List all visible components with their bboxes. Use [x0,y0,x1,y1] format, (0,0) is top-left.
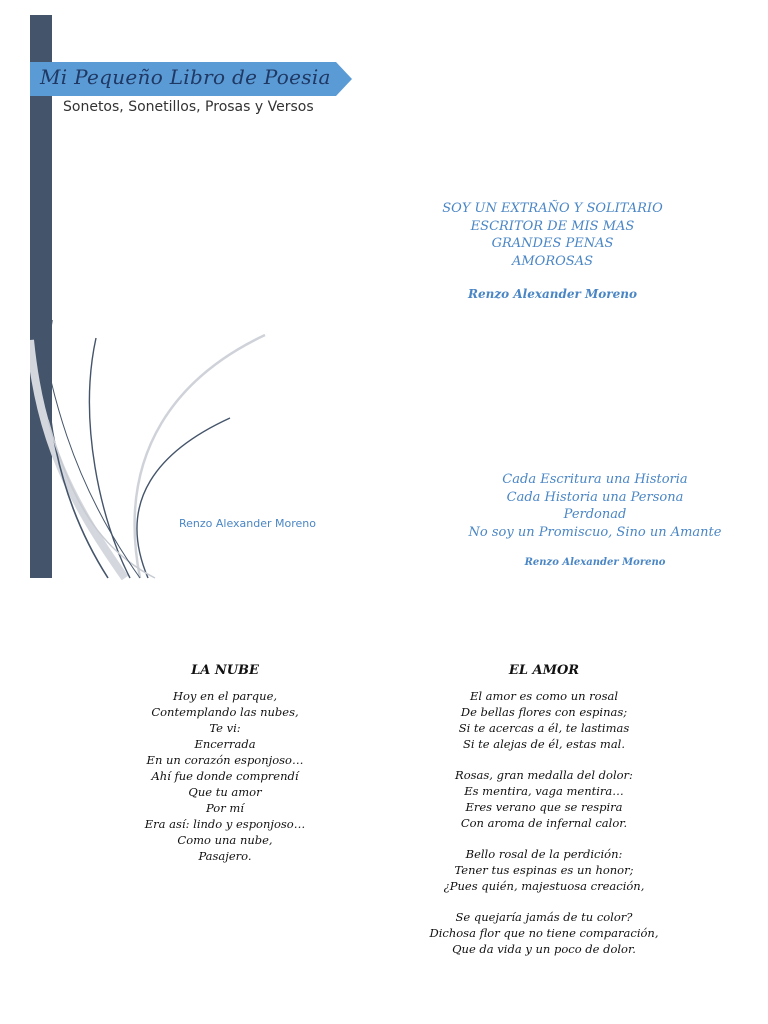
poem-line: Dichosa flor que no tiene comparación, [429,926,659,940]
poem-line: Si te acercas a él, te lastimas [458,721,630,735]
poem-line: Pasajero. [198,849,252,863]
tagline-line: SOY UN EXTRAÑO Y SOLITARIO [442,201,663,216]
poem-line: Se quejaría jamás de tu color? [455,910,633,924]
poem-line: Encerrada [194,737,256,751]
quote-line: Perdonad [563,507,627,522]
decorative-curves [30,300,280,580]
quote-line: No soy un Promiscuo, Sino un Amante [468,524,722,540]
poem-body-el-amor [404,688,684,957]
cover-author: Renzo Alexander Moreno [179,517,317,530]
quote-author: Renzo Alexander Moreno [524,557,666,568]
quote-block [440,471,750,541]
poem-line: Tener tus espinas es un honor; [454,863,634,877]
poem-line: Es mentira, vaga mentira… [464,784,624,798]
quote-line: Cada Historia una Persona [506,489,684,505]
poem-line: Eres verano que se respira [465,800,623,814]
book-subtitle: Sonetos, Sonetillos, Prosas y Versos [63,99,314,115]
poem-line: Rosas, gran medalla del dolor: [455,768,633,782]
poem-line: Como una nube, [177,833,273,847]
poem-line: Con aroma de infernal calor. [460,816,628,830]
book-title: Mi Pequeño Libro de Poesia [40,65,331,89]
poem-line: Contemplando las nubes, [151,705,299,719]
tagline-author: Renzo Alexander Moreno [468,287,637,301]
poem-line: En un corazón esponjoso… [146,753,304,767]
poem-line: Hoy en el parque, [172,689,278,703]
poem-line: Por mí [206,801,244,815]
poem-line: Bello rosal de la perdición: [465,847,623,861]
poem-line: De bellas flores con espinas; [460,705,628,719]
poem-title-la-nube: LA NUBE [191,663,259,678]
tagline-line: ESCRITOR DE MIS MAS [470,218,635,234]
quote-line: Cada Escritura una Historia [502,472,688,487]
poem-line: ¿Pues quién, majestuosa creación, [443,879,645,893]
poem-line: Ahí fue donde comprendí [151,769,299,783]
poem-line: Si te alejas de él, estas mal. [462,737,626,751]
poem-line: Que tu amor [188,785,262,799]
tagline-line: AMOROSAS [511,253,593,269]
poem-line: Era así: lindo y esponjoso… [144,817,306,831]
stanza-gap [404,831,684,846]
stanza-gap [404,894,684,909]
tagline-line: GRANDES PENAS [491,236,614,251]
title-banner [30,62,352,96]
poem-line: Te vi: [209,721,241,735]
poem-body-la-nube [100,688,350,864]
poem-line: El amor es como un rosal [469,689,619,703]
stanza-gap [404,752,684,767]
poem-line: Que da vida y un poco de dolor. [452,942,636,956]
tagline-block [410,200,695,270]
poem-title-el-amor: EL AMOR [508,663,580,678]
